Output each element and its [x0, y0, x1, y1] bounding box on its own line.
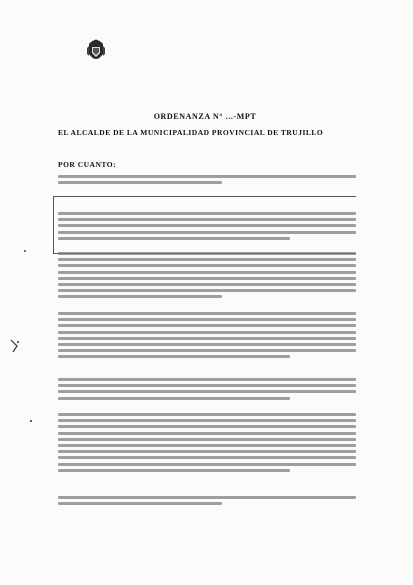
margin-annotation-mark [8, 338, 22, 354]
por-cuanto-label: POR CUANTO: [58, 160, 117, 169]
intro-paragraph [58, 175, 356, 187]
municipal-crest-icon [85, 38, 107, 66]
scan-speck [30, 420, 32, 422]
considerando-paragraph-2 [58, 252, 356, 302]
considerando-paragraph-5 [58, 413, 356, 475]
ordinance-title: ORDENANZA N° ...-MPT [153, 112, 257, 121]
considerando-paragraph-4 [58, 378, 356, 403]
document-heading: EL ALCALDE DE LA MUNICIPALIDAD PROVINCIAL DE TRUJILLO [58, 128, 324, 137]
considerando-paragraph-1 [58, 212, 356, 243]
closing-paragraph [58, 496, 356, 508]
scan-speck [24, 250, 26, 252]
considerando-paragraph-3 [58, 312, 356, 362]
